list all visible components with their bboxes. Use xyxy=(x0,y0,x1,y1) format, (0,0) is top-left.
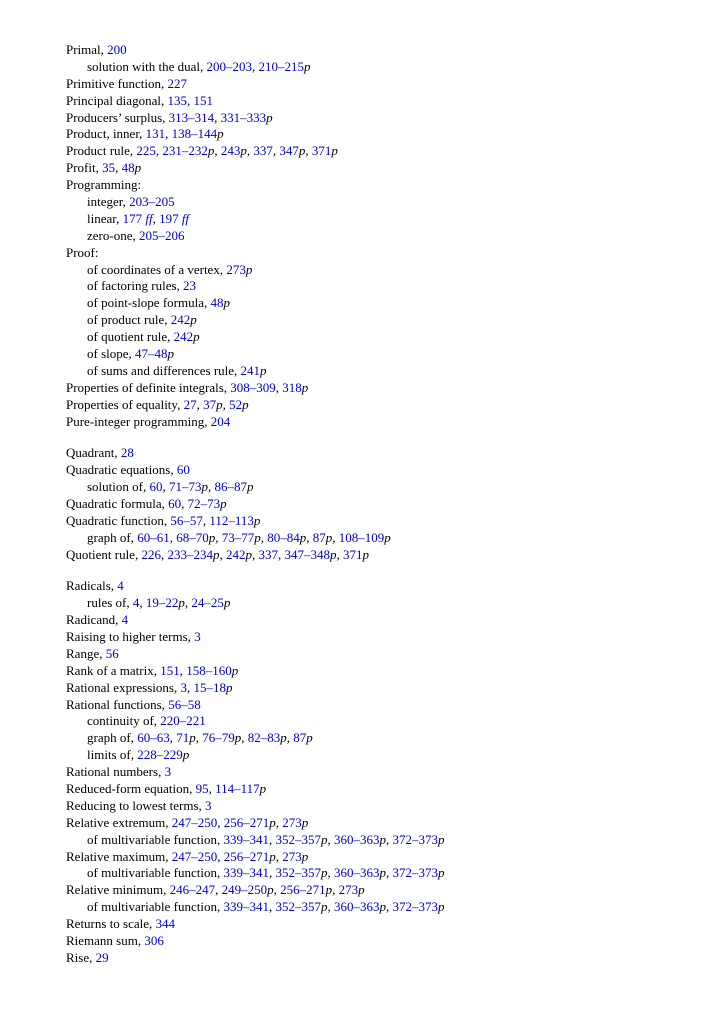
page-ref-link[interactable]: 3 xyxy=(164,764,172,780)
page-ref-link[interactable]: 112–113p xyxy=(209,512,261,528)
page-ref-link[interactable]: 48p xyxy=(210,295,230,311)
page-ref-link[interactable]: 15–18p xyxy=(193,679,233,695)
index-term: Reducing to lowest terms, xyxy=(66,797,206,813)
page-ref-link[interactable]: 3 xyxy=(194,628,201,644)
page-ref-link[interactable]: 56–57 xyxy=(170,512,203,528)
index-term: rules of, xyxy=(87,595,133,611)
page-ref-link[interactable]: 60 xyxy=(149,479,163,495)
index-term: graph of, xyxy=(87,730,138,746)
page-ref-link[interactable]: 48p xyxy=(121,160,142,176)
page-ref-link[interactable]: 220–221 xyxy=(160,713,206,729)
page-ref-link[interactable]: 35 xyxy=(102,160,116,176)
index-term: Primal, xyxy=(66,42,108,57)
index-term: Radicand, xyxy=(66,612,122,628)
index-term: of multivariable function, xyxy=(87,865,224,881)
index-entry xyxy=(66,629,706,646)
index-entry xyxy=(66,578,706,595)
page-ref-link[interactable]: 313–314 xyxy=(168,109,215,125)
page-ref-link[interactable]: 339–341 xyxy=(223,865,269,881)
index-entry xyxy=(66,445,706,462)
page-ref-link[interactable]: 60 xyxy=(168,495,182,511)
index-subentry xyxy=(66,713,706,730)
page-ref-link[interactable]: 4 xyxy=(117,578,124,594)
page-ref-link[interactable]: 256–271p xyxy=(280,882,333,898)
page-ref-link[interactable]: 205–206 xyxy=(138,227,185,243)
page-ref-link[interactable]: 23 xyxy=(183,278,197,294)
index-subentry: of multivariable function, 339–341, 352–357p, 360–363p, 372–373p xyxy=(87,865,445,881)
page-ref-link[interactable]: 247–250 xyxy=(171,848,218,864)
page-ref-link[interactable]: 87p xyxy=(293,730,313,746)
page-ref-link[interactable]: 28 xyxy=(120,445,134,461)
page-ref-link[interactable]: 3 xyxy=(205,797,212,813)
index-entry: Quotient rule, 226, 233–234p, 242p, 337, 347–348p, 371p xyxy=(66,546,369,562)
index-term: Relative maximum, xyxy=(66,848,172,864)
page-ref-link[interactable]: 249–250p xyxy=(221,882,274,898)
index-subentry xyxy=(66,228,706,245)
page-ref-link[interactable]: 371p xyxy=(342,546,369,562)
page-ref-link[interactable]: 114–117p xyxy=(215,781,267,796)
page-ref-link[interactable]: 203–205 xyxy=(129,194,175,210)
page-ref-link[interactable]: 352–357p xyxy=(275,831,328,847)
page-ref-link[interactable]: 72–73p xyxy=(187,495,227,511)
page-ref-link[interactable]: 344 xyxy=(155,916,176,932)
index-entry: Properties of equality, 27, 37p, 52p xyxy=(66,396,249,412)
page-ref-link[interactable]: 135 xyxy=(167,92,187,108)
index-entry xyxy=(66,462,706,479)
index-entry: Properties of definite integrals, 308–309, 318p xyxy=(66,379,309,395)
index-entry xyxy=(66,950,706,967)
page-ref-link[interactable]: 60–63 xyxy=(137,730,170,746)
page-ref-link[interactable]: 158–160p xyxy=(186,662,239,678)
page-ref-link[interactable]: 227 xyxy=(167,75,187,91)
page-ref-link[interactable]: 47–48p xyxy=(135,346,175,362)
page-ref-link[interactable]: 37p xyxy=(203,396,223,412)
index-term: Rank of a matrix, xyxy=(66,662,161,678)
index-term: Rational numbers, xyxy=(66,764,165,780)
section-gap xyxy=(66,430,706,445)
index-term: Rise, xyxy=(66,949,96,965)
index-term: Principal diagonal, xyxy=(66,92,168,108)
index-entry: Profit, 35, 48p xyxy=(66,160,142,176)
page-ref-link[interactable]: 210–215p xyxy=(258,58,311,74)
page-ref-link[interactable]: 242p xyxy=(173,329,200,345)
index-term: Primitive function, xyxy=(66,75,168,91)
page-ref-link[interactable]: 228–229p xyxy=(137,747,190,763)
page-ref-link[interactable]: 86–87p xyxy=(214,479,254,495)
index-entry: Product rule, 225, 231–232p, 243p, 337, 347p, 371p xyxy=(66,143,338,159)
index-subentry xyxy=(66,262,706,279)
page-ref-link[interactable]: 242p xyxy=(225,546,252,562)
index-term: of quotient rule, xyxy=(87,329,174,345)
index-term: of sums and differences rule, xyxy=(87,362,241,378)
index-entry xyxy=(66,414,706,431)
page-ref-link[interactable]: 372–373p xyxy=(392,899,445,915)
page-ref-link[interactable]: 347p xyxy=(279,143,306,159)
index-term: Returns to scale, xyxy=(66,916,156,932)
section-gap xyxy=(66,564,706,579)
index-entry xyxy=(66,76,706,93)
index-subentry xyxy=(66,363,706,380)
page-ref-link[interactable]: 4 xyxy=(121,612,129,628)
index-term: Range, xyxy=(66,645,106,661)
index-subentry xyxy=(66,312,706,329)
index-term: Quotient rule, xyxy=(66,546,142,562)
index-entry: Rational expressions, 3, 15–18p xyxy=(66,679,233,695)
index-term: graph of, xyxy=(87,529,138,545)
index-entry: Product, inner, 131, 138–144p xyxy=(66,126,224,142)
page-ref-link[interactable]: 241p xyxy=(240,362,267,378)
page-ref-link[interactable]: 60 xyxy=(176,462,190,478)
index-term: Relative minimum, xyxy=(66,882,170,898)
index-entry: Principal diagonal, 135, 151 xyxy=(66,92,213,108)
index-term: Relative extremum, xyxy=(66,814,172,830)
index-term: of product rule, xyxy=(87,312,171,328)
page-ref-link[interactable]: 200 xyxy=(107,42,127,57)
index-entry xyxy=(66,177,706,194)
index-term: Quadratic formula, xyxy=(66,495,169,511)
index-entry: Reduced-form equation, 95, 114–117p xyxy=(66,781,267,796)
index-subentry: solution with the dual, 200–203, 210–215p xyxy=(87,58,311,74)
page-ref-link[interactable]: 87p xyxy=(312,529,333,545)
index-subentry xyxy=(66,329,706,346)
page-ref-link[interactable]: 60–61 xyxy=(137,529,170,545)
page-ref-link[interactable]: 68–70p xyxy=(176,529,216,545)
page-ref-link[interactable]: 71–73p xyxy=(168,479,208,495)
page-ref-link[interactable]: 82–83p xyxy=(247,730,287,746)
index-subentry: of multivariable function, 339–341, 352–357p, 360–363p, 372–373p xyxy=(87,899,445,915)
page-ref-link[interactable]: 231–232p xyxy=(162,143,215,159)
index-term: Quadrant, xyxy=(66,445,121,461)
page-ref-link[interactable]: 3 xyxy=(180,679,187,695)
page-ref-link[interactable]: 242p xyxy=(170,312,197,328)
index-entry: Rank of a matrix, 151, 158–160p xyxy=(66,662,239,678)
page-ref-link[interactable]: 71p xyxy=(176,730,196,746)
index-entry: Quadratic formula, 60, 72–73p xyxy=(66,495,227,511)
page-ref-link[interactable]: 95 xyxy=(195,781,209,796)
page-ref-link[interactable]: 308–309 xyxy=(230,379,276,395)
index-term: Profit, xyxy=(66,160,103,176)
page-ref-link[interactable]: 24–25p xyxy=(191,595,231,611)
index-term: Pure-integer programming, xyxy=(66,413,211,429)
index-subentry xyxy=(66,346,706,363)
page-ref-link[interactable]: 56 xyxy=(105,645,119,661)
index-term: Properties of equality, xyxy=(66,396,184,412)
index-entry xyxy=(66,933,706,950)
index-subentry xyxy=(66,194,706,211)
index-entry: Relative extremum, 247–250, 256–271p, 273p xyxy=(66,814,309,830)
page-ref-link[interactable]: 371p xyxy=(311,143,338,159)
page-ref-link[interactable]: 177 ff xyxy=(122,210,153,226)
page-ref-link[interactable]: 80–84p xyxy=(267,529,307,545)
page-ref-link[interactable]: 256–271p xyxy=(223,814,276,830)
index-subentry: graph of, 60–61, 68–70p, 73–77p, 80–84p, 87p, 108–109p xyxy=(87,529,391,545)
index-term: Quadratic function, xyxy=(66,512,171,528)
index-subentry: graph of, 60–63, 71p, 76–79p, 82–83p, 87p xyxy=(87,730,313,746)
index-entry: Producers’ surplus, 313–314, 331–333p xyxy=(66,109,273,125)
page-ref-link[interactable]: 19–22p xyxy=(145,595,185,611)
page-ref-link[interactable]: 108–109p xyxy=(338,529,391,545)
page-ref-link[interactable]: 360–363p xyxy=(333,899,386,915)
index-term: of factoring rules, xyxy=(87,278,184,294)
index-term: Rational functions, xyxy=(66,696,169,712)
index-term: Product, inner, xyxy=(66,126,146,142)
page-ref-link[interactable]: 200–203 xyxy=(206,58,253,74)
index-entry: Relative minimum, 246–247, 249–250p, 256–271p, 273p xyxy=(66,882,365,898)
index-subentry: solution of, 60, 71–73p, 86–87p xyxy=(87,479,254,495)
page-ref-link[interactable]: 339–341 xyxy=(223,899,269,915)
index-entry xyxy=(66,646,706,663)
page-ref-link[interactable]: 273p xyxy=(282,848,309,864)
page-ref-link[interactable]: 226 xyxy=(141,546,161,562)
index-entry xyxy=(66,245,706,262)
page-ref-link[interactable]: 273p xyxy=(282,814,309,830)
page-ref-link[interactable]: 151 xyxy=(193,92,213,108)
index-entry xyxy=(66,42,706,59)
page-ref-link[interactable]: 56–58 xyxy=(168,696,201,712)
index-term: Riemann sum, xyxy=(66,933,145,949)
page-ref-link[interactable]: 73–77p xyxy=(221,529,261,545)
index-term: solution of, xyxy=(87,479,150,495)
page-ref-link[interactable]: 131 xyxy=(145,126,166,142)
index-term: of multivariable function, xyxy=(87,899,224,915)
page-ref-link[interactable]: 247–250 xyxy=(171,814,218,830)
page-ref-link[interactable]: 256–271p xyxy=(223,848,276,864)
page-ref-link[interactable]: 273p xyxy=(338,882,365,898)
page-ref-link[interactable]: 4 xyxy=(132,595,140,611)
index-subentry: rules of, 4, 19–22p, 24–25p xyxy=(87,595,231,611)
page-ref-link[interactable]: 246–247 xyxy=(169,882,216,898)
index-entry: Relative maximum, 247–250, 256–271p, 273p xyxy=(66,848,309,864)
page-ref-link[interactable]: 52p xyxy=(229,396,249,412)
index-term: zero-one, xyxy=(87,227,139,243)
index-entry xyxy=(66,916,706,933)
index-entry xyxy=(66,764,706,781)
page-ref-link[interactable]: 339–341 xyxy=(223,831,269,847)
page-ref-link[interactable]: 138–144p xyxy=(171,126,224,142)
page-ref-link[interactable]: 233–234p xyxy=(167,546,220,562)
index-term: Quadratic equations, xyxy=(66,462,177,478)
page-ref-link[interactable]: 204 xyxy=(210,413,231,429)
index-term: of slope, xyxy=(87,346,136,362)
index-subentry xyxy=(66,278,706,295)
index-term: solution with the dual, xyxy=(87,58,207,74)
page-ref-link[interactable]: 337 xyxy=(253,143,273,159)
index-subentry xyxy=(66,747,706,764)
page-ref-link[interactable]: 243p xyxy=(220,143,247,159)
index-term: linear, xyxy=(87,210,123,226)
page-ref-link[interactable]: 372–373p xyxy=(392,831,445,847)
index-term: Rational expressions, xyxy=(66,679,181,695)
page-ref-link[interactable]: 372–373p xyxy=(392,865,445,881)
page-ref-link[interactable]: 318p xyxy=(282,379,309,395)
index-entry xyxy=(66,612,706,629)
index-term: Properties of definite integrals, xyxy=(66,379,231,395)
page-ref-link[interactable]: 197 ff xyxy=(159,210,190,226)
page-ref-link[interactable]: 360–363p xyxy=(333,831,386,847)
page-ref-link[interactable]: 273p xyxy=(226,261,253,277)
page-ref-link[interactable]: 352–357p xyxy=(275,899,328,915)
page-ref-link[interactable]: 27 xyxy=(183,396,197,412)
index-term: limits of, xyxy=(87,747,138,763)
index-term: Programming: xyxy=(66,177,142,193)
index-term: integer, xyxy=(87,194,130,210)
index-term: Reduced-form equation, xyxy=(66,781,196,796)
index-entry: Quadratic function, 56–57, 112–113p xyxy=(66,512,261,528)
index-term: of point-slope formula, xyxy=(87,295,211,311)
index-term: of multivariable function, xyxy=(87,831,224,847)
page-ref-link[interactable]: 225 xyxy=(136,143,156,159)
page-ref-link[interactable]: 151 xyxy=(160,662,180,678)
index-term: Raising to higher terms, xyxy=(66,628,195,644)
index-term: Proof: xyxy=(66,244,99,260)
page-ref-link[interactable]: 352–357p xyxy=(275,865,328,881)
index-term: Product rule, xyxy=(66,143,137,159)
index-term: of coordinates of a vertex, xyxy=(87,261,227,277)
page-ref-link[interactable]: 347–348p xyxy=(284,546,337,562)
index-subentry: of multivariable function, 339–341, 352–357p, 360–363p, 372–373p xyxy=(87,831,445,847)
page-ref-link[interactable]: 337 xyxy=(258,546,278,562)
index-subentry: linear, 177 ff, 197 ff xyxy=(87,210,190,226)
page-ref-link[interactable]: 306 xyxy=(144,933,164,949)
page-ref-link[interactable]: 76–79p xyxy=(202,730,242,746)
index-term: Producers’ surplus, xyxy=(66,109,169,125)
index-term: continuity of, xyxy=(87,713,161,729)
index-entry xyxy=(66,798,706,815)
index-page xyxy=(66,42,706,967)
index-entry xyxy=(66,697,706,714)
index-subentry xyxy=(66,295,706,312)
index-term: Radicals, xyxy=(66,578,118,594)
page-ref-link[interactable]: 360–363p xyxy=(333,865,386,881)
page-ref-link[interactable]: 29 xyxy=(95,949,109,965)
page-ref-link[interactable]: 331–333p xyxy=(220,109,273,125)
